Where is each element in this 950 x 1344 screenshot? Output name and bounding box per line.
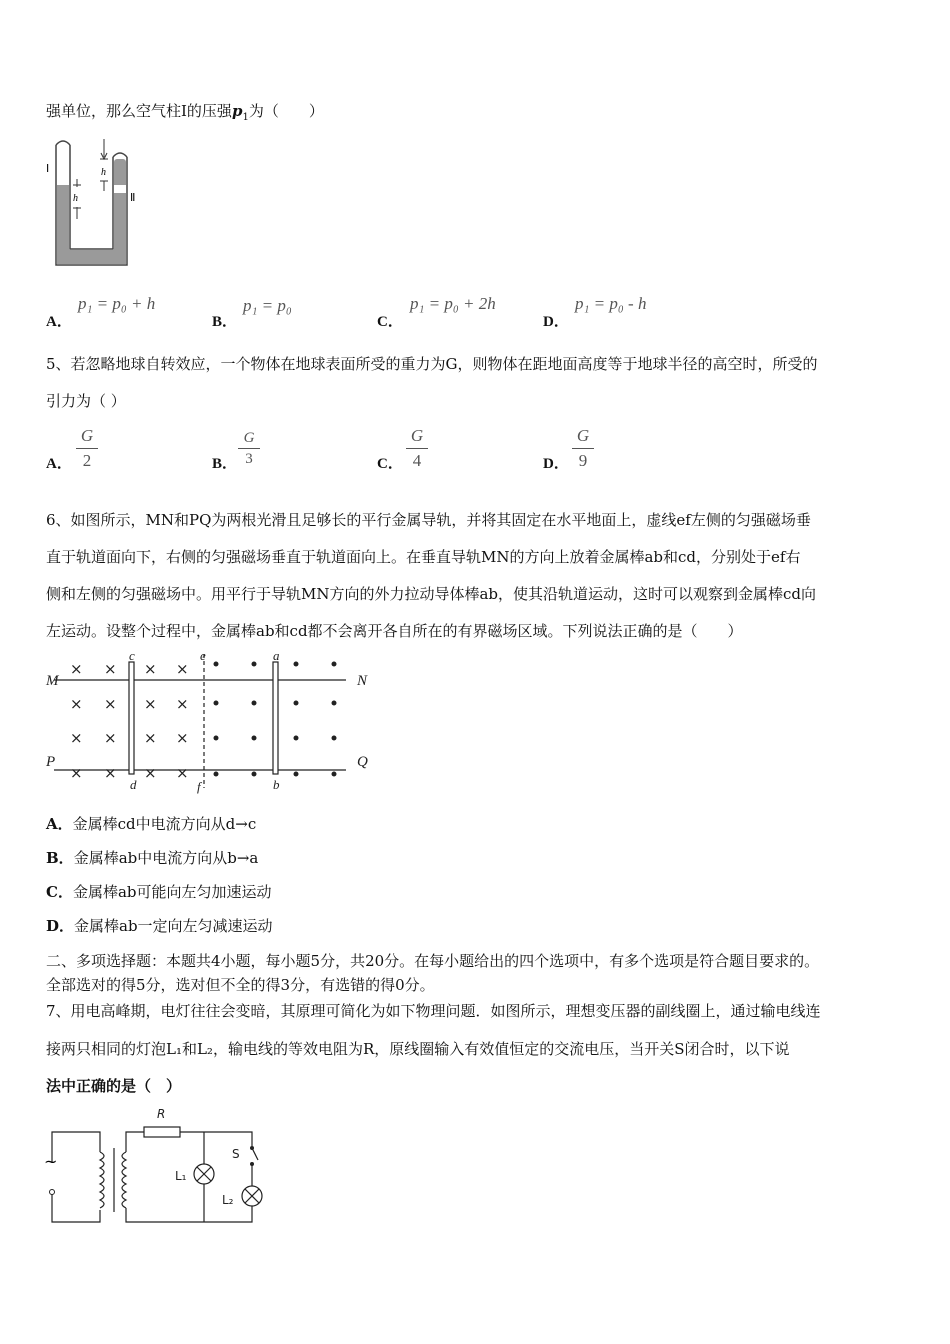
q6-option-d-label: D． xyxy=(46,917,75,935)
rod-label-b: b xyxy=(273,777,280,792)
svg-text:×: × xyxy=(144,764,157,782)
label-S: S xyxy=(232,1147,240,1161)
rod-label-c: c xyxy=(129,648,135,663)
q5-option-b-label: B． xyxy=(212,456,238,472)
q5-line2: 引力为（ ） xyxy=(46,392,126,410)
q6-option-b-label: B． xyxy=(46,849,74,867)
rod-label-d: d xyxy=(130,777,137,792)
q6-option-c xyxy=(46,883,272,901)
q4-var: p xyxy=(231,102,243,120)
q5-option-d-label: D． xyxy=(543,456,569,472)
rail-label-Q: Q xyxy=(357,754,368,770)
rail-label-M: M xyxy=(46,673,59,689)
secondary-coil-icon xyxy=(122,1152,126,1208)
q5-option-d-den: 9 xyxy=(578,451,588,470)
svg-text:×: × xyxy=(144,729,157,747)
svg-text:×: × xyxy=(104,695,117,713)
resistor-R xyxy=(144,1127,180,1137)
h-label-right: h xyxy=(101,167,106,178)
q4-option-d-formula: p₁ = p₀ - h xyxy=(575,294,647,313)
svg-text:×: × xyxy=(70,729,83,747)
svg-text:×: × xyxy=(176,695,189,713)
q7-line1: 7、用电高峰期，电灯往往会变暗，其原理可简化为如下物理问题．如图所示，理想变压器的副线圈上，通过输电线连 xyxy=(46,1002,821,1020)
svg-text:×: × xyxy=(70,660,83,678)
rod-label-a: a xyxy=(273,648,280,663)
q6-option-a-label: A． xyxy=(46,815,73,833)
q4-option-d-label: D． xyxy=(543,314,569,330)
switch-S-icon xyxy=(252,1148,258,1160)
transformer-circuit-figure xyxy=(40,1100,280,1230)
svg-text:×: × xyxy=(176,660,189,678)
q6-option-c-text: 金属棒ab可能向左匀加速运动 xyxy=(72,883,272,901)
q5-option-a-den: 2 xyxy=(82,451,92,470)
svg-text:×: × xyxy=(104,660,117,678)
q4-var-sub: 1 xyxy=(242,112,249,123)
q5-option-b-num: G xyxy=(243,430,255,446)
label-L2: L₂ xyxy=(222,1193,234,1207)
q4-stem-end: 为（ ） xyxy=(248,102,324,120)
q4-option-b-formula: p₁ = p₀ xyxy=(243,296,292,315)
q6-option-a-text: 金属棒cd中电流方向从d→c xyxy=(72,815,257,833)
svg-text:×: × xyxy=(104,729,117,747)
svg-text:×: × xyxy=(144,660,157,678)
q6-option-d xyxy=(46,917,273,935)
label-R: R xyxy=(157,1107,166,1121)
q6-option-b-text: 金属棒ab中电流方向从b→a xyxy=(73,849,259,867)
q4-option-a-label: A． xyxy=(46,314,72,330)
q5-option-b-den: 3 xyxy=(245,451,253,467)
section2-line2: 全部选对的得5分，选对但不全的得3分，有选错的得0分。 xyxy=(46,976,435,994)
q6-option-c-label: C． xyxy=(46,883,73,901)
q6-line2: 直于轨道面向下，右侧的匀强磁场垂直于轨道面向上。在垂直导轨MN的方向上放着金属棒ab和cd，分别处于ef右 xyxy=(46,548,801,566)
line-label-e: e xyxy=(200,648,206,663)
q6-line3: 侧和左侧的匀强磁场中。用平行于导轨MN方向的外力拉动导体棒ab，使其沿轨道运动，这时可以观察到金属棒cd向 xyxy=(46,585,817,603)
q5-option-b-fraction xyxy=(238,430,260,467)
q5-option-c-label: C． xyxy=(377,456,403,472)
svg-text:×: × xyxy=(70,764,83,782)
q5-option-a-num: G xyxy=(80,426,94,445)
primary-coil-icon xyxy=(100,1152,104,1208)
q5-option-c-fraction xyxy=(406,426,428,471)
svg-text:×: × xyxy=(104,764,117,782)
q7-line2: 接两只相同的灯泡L₁和L₂，输电线的等效电阻为R，原线圈输入有效值恒定的交流电压，当开关S闭合时，以下说 xyxy=(46,1040,790,1058)
q5-option-d-fraction xyxy=(572,426,594,471)
q5-option-d-num: G xyxy=(576,426,590,445)
label-L1: L₁ xyxy=(175,1169,187,1183)
q4-option-a-formula: p₁ = p₀ + h xyxy=(78,294,156,313)
rail-label-N: N xyxy=(357,673,368,689)
q6-option-d-text: 金属棒ab一定向左匀减速运动 xyxy=(74,917,273,935)
section2-line1: 二、多项选择题：本题共4小题，每小题5分，共20分。在每小题给出的四个选项中，有多个选项是符合题目要求的。 xyxy=(46,952,820,970)
line-label-f: f xyxy=(197,779,201,794)
svg-text:×: × xyxy=(70,695,83,713)
h-label-left: h xyxy=(73,193,78,204)
q6-line4: 左运动。设整个过程中，金属棒ab和cd都不会离开各自所在的有界磁场区域。下列说法正确的是（ ） xyxy=(46,622,743,640)
svg-text:×: × xyxy=(144,695,157,713)
q4-option-c-formula: p₁ = p₀ + 2h xyxy=(410,294,496,313)
q5-option-a-label: A． xyxy=(46,456,72,472)
ac-source-icon: ~ xyxy=(44,1152,58,1171)
q6-line1: 6、如图所示，MN和PQ为两根光滑且足够长的平行金属导轨，并将其固定在水平地面上，虚线ef左侧的匀强磁场垂 xyxy=(46,511,811,529)
q6-option-a xyxy=(46,815,256,833)
tube-label-II: Ⅱ xyxy=(130,192,136,204)
svg-text:×: × xyxy=(176,729,189,747)
q4-option-b-label: B． xyxy=(212,314,238,330)
q4-option-c-label: C． xyxy=(377,314,403,330)
q5-option-a-fraction xyxy=(76,426,98,471)
q5-line1: 5、若忽略地球自转效应，一个物体在地球表面所受的重力为G，则物体在距地面高度等于地球半径的高空时，所受的 xyxy=(46,355,818,373)
tube-label-I: Ⅰ xyxy=(46,163,50,175)
q5-option-c-num: G xyxy=(410,426,424,445)
q4-stem-text: 强单位，那么空气柱Ⅰ的压强 xyxy=(46,102,232,120)
q4-stem xyxy=(46,102,324,127)
rails-magnetic-field-figure xyxy=(44,648,384,798)
svg-text:×: × xyxy=(176,764,189,782)
q7-line3: 法中正确的是（ ） xyxy=(46,1077,182,1095)
rail-label-P: P xyxy=(46,754,56,770)
q6-option-b xyxy=(46,849,258,867)
u-tube-figure xyxy=(44,135,144,275)
q5-option-c-den: 4 xyxy=(412,451,422,470)
